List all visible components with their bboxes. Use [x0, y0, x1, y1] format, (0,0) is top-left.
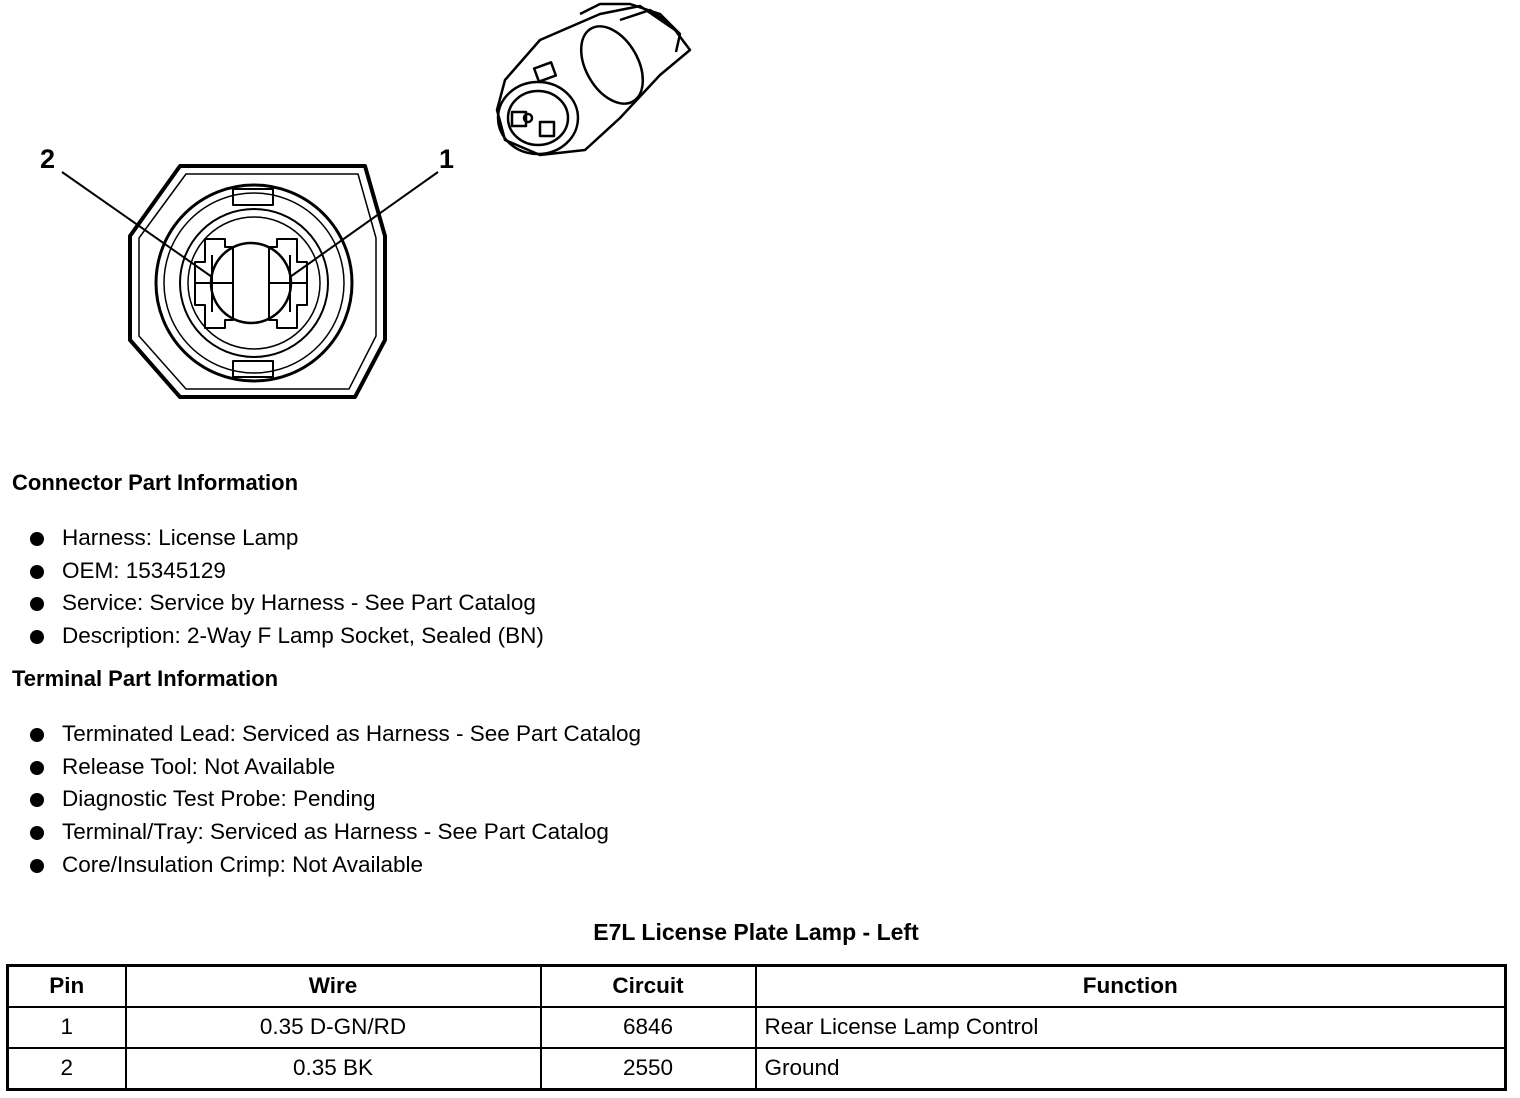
pin-1-label: 1 [439, 144, 455, 174]
list-item-text: Terminated Lead: Serviced as Harness - See Part Catalog [62, 721, 642, 746]
bullet-icon [30, 826, 44, 840]
bullet-icon [30, 630, 44, 644]
connector-outer-ring [156, 185, 352, 381]
list-item [28, 720, 641, 753]
pin-2-label: 2 [40, 144, 56, 174]
bullet-icon [30, 793, 44, 807]
bullet-icon [30, 532, 44, 546]
list-item [28, 753, 641, 786]
pin-cell: 1 [8, 1007, 126, 1048]
list-item-text: Description: 2-Way F Lamp Socket, Sealed (BN) [62, 623, 544, 649]
list-item-text: Release Tool: Not Available [62, 753, 336, 779]
terminal-part-info-list [28, 720, 641, 883]
list-item [28, 524, 544, 557]
table-row [8, 1007, 1506, 1048]
bullet-icon [30, 859, 44, 873]
list-item [28, 589, 544, 622]
list-item [28, 785, 641, 818]
connector-outer-shell [130, 166, 385, 397]
table-header-row [8, 966, 1506, 1008]
function-cell: Ground [756, 1048, 1506, 1090]
pin-cell: 2 [8, 1048, 126, 1090]
circuit-cell: 6846 [541, 1007, 756, 1048]
list-item-text: Core/Insulation Crimp: Not Available [62, 851, 424, 877]
terminal-part-info-heading: Terminal Part Information [12, 666, 279, 691]
list-item-text: Terminal/Tray: Serviced as Harness - See Part Catalog [62, 819, 609, 845]
wire-cell: 0.35 BK [126, 1048, 541, 1090]
leader-line-1 [290, 172, 438, 277]
column-header-circuit: Circuit [541, 966, 756, 1008]
list-item [28, 622, 544, 655]
connector-isometric-view [497, 4, 690, 155]
table-title: E7L License Plate Lamp - Left [593, 919, 919, 945]
list-item-text: OEM: 15345129 [62, 557, 226, 583]
connector-diagram [0, 0, 720, 440]
connector-part-info-list [28, 524, 544, 655]
list-item [28, 557, 544, 590]
list-item-text: Harness: License Lamp [62, 525, 299, 550]
bullet-icon [30, 761, 44, 775]
leader-line-2 [62, 172, 212, 277]
list-item [28, 851, 641, 884]
bullet-icon [30, 728, 44, 742]
connector-part-info-heading: Connector Part Information [12, 470, 299, 495]
column-header-function: Function [756, 966, 1506, 1008]
table-row [8, 1048, 1506, 1090]
bullet-icon [30, 565, 44, 579]
column-header-wire: Wire [126, 966, 541, 1008]
list-item-text: Diagnostic Test Probe: Pending [62, 786, 376, 812]
list-item [28, 818, 641, 851]
pinout-table [6, 964, 1507, 1091]
bullet-icon [30, 597, 44, 611]
column-header-pin: Pin [8, 966, 126, 1008]
wire-cell: 0.35 D-GN/RD [126, 1007, 541, 1048]
circuit-cell: 2550 [541, 1048, 756, 1090]
connector-face-drawing [0, 0, 720, 440]
list-item-text: Service: Service by Harness - See Part Catalog [62, 590, 536, 616]
function-cell: Rear License Lamp Control [756, 1007, 1506, 1048]
